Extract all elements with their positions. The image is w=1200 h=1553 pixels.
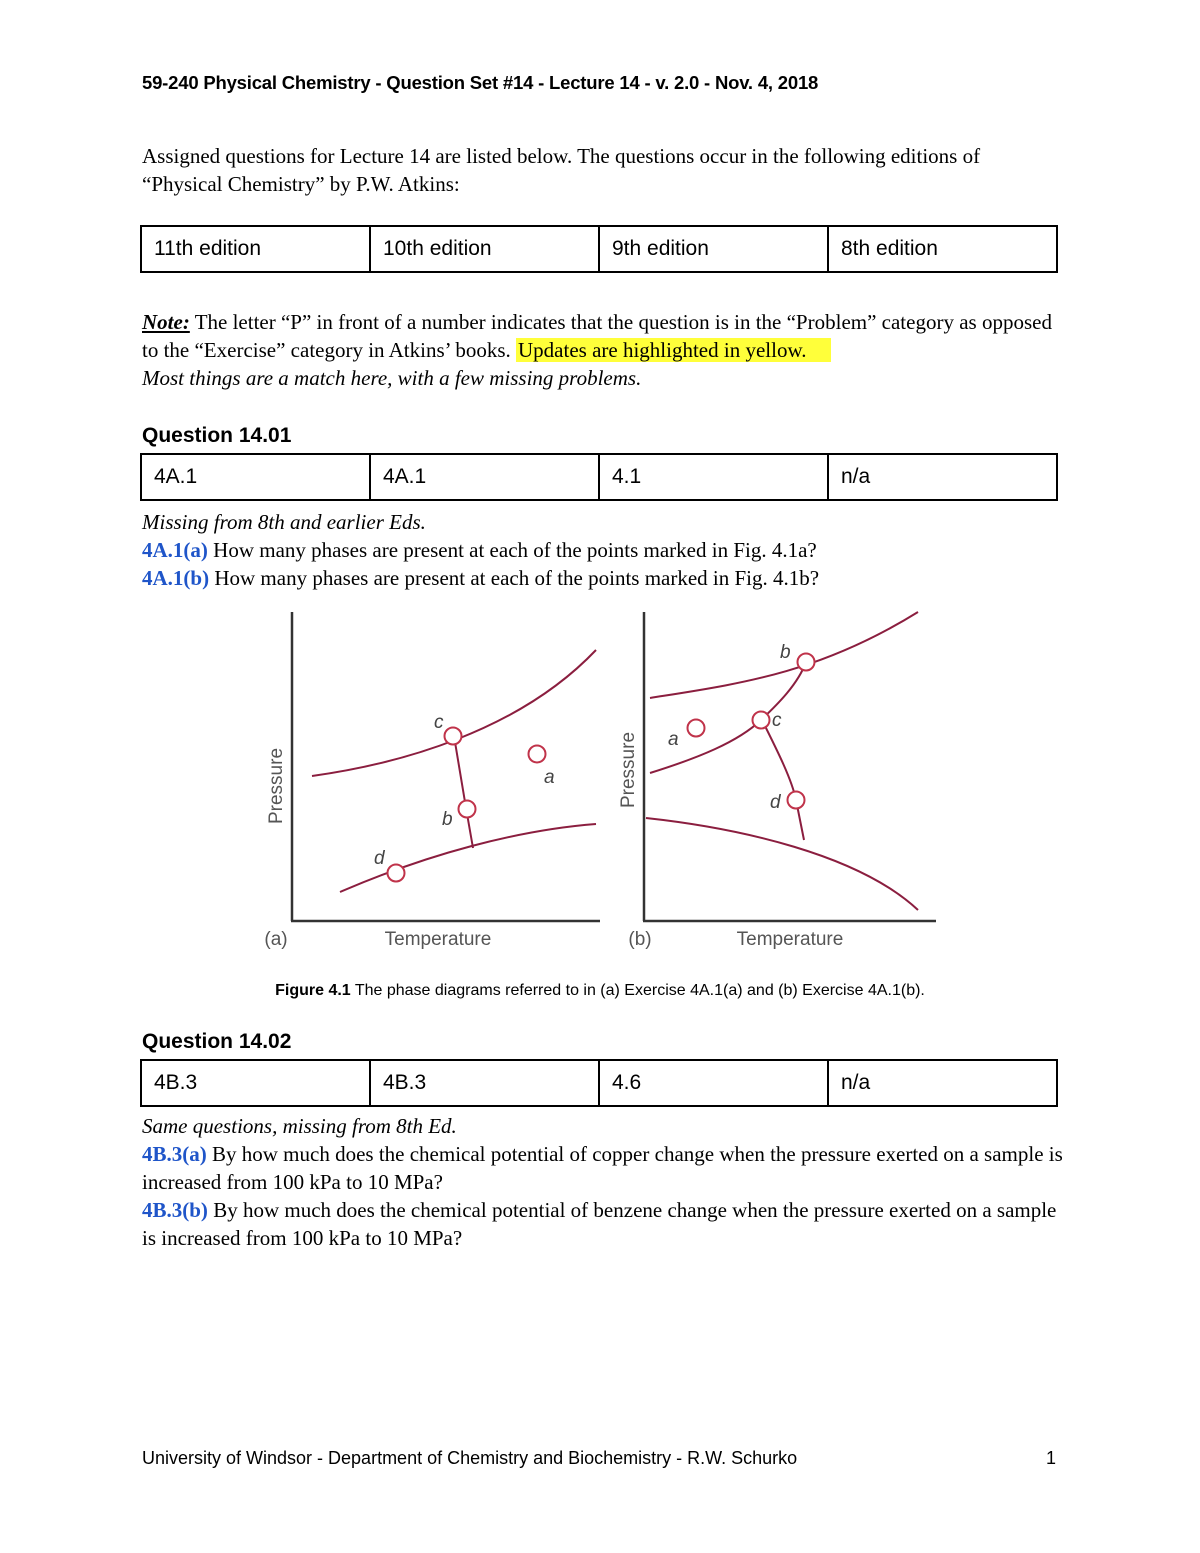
panel-a-label-a: a	[544, 767, 555, 788]
question-body	[142, 508, 1072, 592]
question-cell: 4A.1	[370, 454, 599, 500]
question-cell: 4B.3	[370, 1060, 599, 1106]
edition-cell: 9th edition	[599, 226, 828, 272]
figure-caption-text: The phase diagrams referred to in (a) Exercise 4A.1(a) and (b) Exercise 4A.1(b).	[350, 982, 925, 999]
question-cell: 4B.3	[141, 1060, 370, 1106]
question-cell: n/a	[828, 1060, 1057, 1106]
question-cell: 4.6	[599, 1060, 828, 1106]
panel-a-x-label: Temperature	[384, 929, 492, 950]
panel-a-point-c	[445, 728, 462, 745]
panel-a-label: (a)	[264, 929, 288, 950]
edition-cell: 10th edition	[370, 226, 599, 272]
panel-a-label-d: d	[374, 848, 385, 869]
question-cell: n/a	[828, 454, 1057, 500]
question-heading: Question 14.01	[142, 424, 292, 447]
edition-cell: 11th edition	[141, 226, 370, 272]
question-cell: 4A.1	[141, 454, 370, 500]
panel-b	[618, 612, 936, 950]
panel-a-vertical-curve	[454, 736, 473, 848]
editions-table	[140, 225, 1058, 273]
panel-a-y-label: Pressure	[266, 747, 287, 825]
part-text: By how much does the chemical potential of copper change when the pressure exerted on a sample is increased from 100 kPa to 10 MPa?	[142, 1142, 1063, 1194]
part-text: How many phases are present at each of the points marked in Fig. 4.1a?	[207, 538, 817, 562]
panel-b-x-label: Temperature	[736, 929, 844, 950]
question-body	[142, 1112, 1072, 1252]
panel-b-point-c	[753, 712, 770, 729]
edition-cell: 8th edition	[828, 226, 1057, 272]
part-text: By how much does the chemical potential of benzene change when the pressure exerted on a sample is increased from 100 kPa to 10 MPa?	[142, 1198, 1057, 1250]
panel-a-upper-curve	[312, 650, 596, 776]
part-text: How many phases are present at each of the points marked in Fig. 4.1b?	[209, 566, 820, 590]
page-number: 1	[1046, 1448, 1057, 1468]
question-heading: Question 14.02	[142, 1030, 292, 1053]
part-id: 4B.3(b)	[142, 1198, 208, 1222]
question-remark: Same questions, missing from 8th Ed.	[142, 1114, 457, 1138]
panel-a	[264, 612, 600, 950]
panel-a-label-b: b	[442, 809, 453, 830]
note-italic: Most things are a match here, with a few missing problems.	[142, 366, 642, 390]
panel-a-point-d	[388, 865, 405, 882]
page-footer: University of Windsor - Department of Chemistry and Biochemistry - R.W. Schurko	[142, 1448, 798, 1468]
part-id: 4A.1(a)	[142, 538, 208, 562]
question-table	[140, 1059, 1058, 1107]
figure-caption-label: Figure 4.1	[275, 982, 351, 999]
note-highlight: Updates are highlighted in yellow.	[516, 338, 830, 362]
panel-b-left-curve	[650, 720, 761, 773]
panel-b-y-label: Pressure	[618, 731, 639, 809]
panel-b-label-c: c	[772, 710, 782, 731]
part-id: 4B.3(a)	[142, 1142, 207, 1166]
question-remark: Missing from 8th and earlier Eds.	[142, 510, 426, 534]
question-table	[140, 453, 1058, 501]
panel-b-point-a	[688, 720, 705, 737]
panel-b-right-curve	[762, 720, 804, 840]
panel-b-mid-curve	[761, 662, 806, 720]
panel-b-point-b	[798, 654, 815, 671]
note-paragraph	[142, 308, 1072, 392]
intro-paragraph: Assigned questions for Lecture 14 are listed below. The questions occur in the following editions of “Physical Chemistry” by P.W. Atkins:	[142, 144, 981, 196]
panel-a-label-c: c	[434, 712, 444, 733]
panel-a-point-b	[459, 801, 476, 818]
question-cell: 4.1	[599, 454, 828, 500]
phase-diagram-figure	[258, 608, 940, 952]
panel-b-label-b: b	[780, 642, 791, 663]
panel-b-point-d	[788, 792, 805, 809]
note-text: The letter “P” in front of a number indicates that the question is in the “Problem” category as opposed to the “Exercise” category in Atkins’ books.	[142, 310, 1052, 362]
panel-b-lower-curve	[646, 818, 918, 910]
note-label: Note:	[142, 310, 190, 334]
document-header: 59-240 Physical Chemistry - Question Set #14 - Lecture 14 - v. 2.0 - Nov. 4, 2018	[142, 72, 819, 93]
panel-b-label: (b)	[628, 929, 652, 950]
panel-b-label-a: a	[668, 729, 679, 750]
figure-caption	[0, 982, 1200, 1000]
panel-b-label-d: d	[770, 792, 781, 813]
panel-a-point-a	[529, 746, 546, 763]
part-id: 4A.1(b)	[142, 566, 210, 590]
